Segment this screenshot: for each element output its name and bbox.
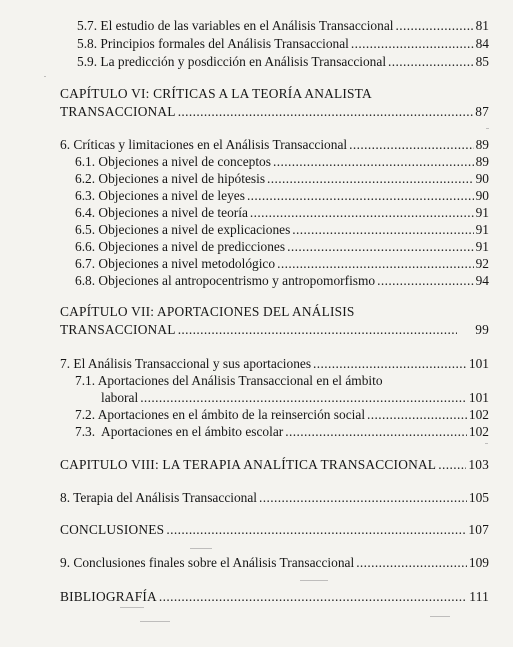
toc-entry-conclusiones: [60, 522, 489, 538]
toc-entry-chapter-8: [60, 457, 489, 473]
leader-dots: [356, 555, 467, 571]
toc-label: 7. El Análisis Transaccional y sus aportaciones: [60, 356, 312, 371]
leader-dots: [285, 424, 467, 440]
leader-dots: [166, 522, 466, 538]
scan-speck: [140, 621, 170, 622]
scan-speck: [485, 443, 488, 444]
toc-page-number: 89: [475, 154, 489, 169]
toc-entry-7-1-line1: 7.1. Aportaciones del Análisis Transaccional en el ámbito: [75, 373, 383, 388]
leader-dots: [349, 137, 474, 153]
scan-speck: [44, 76, 46, 77]
toc-label: 7.2. Aportaciones en el ámbito de la reinserción social: [75, 407, 366, 422]
toc-page-number: 102: [468, 407, 489, 422]
toc-entry-8: [60, 490, 489, 506]
scan-speck: [430, 616, 450, 617]
toc-page-number: 91: [475, 239, 489, 254]
toc-page-number: 81: [475, 18, 489, 33]
toc-page-number: 87: [475, 104, 489, 119]
scan-speck: [120, 607, 144, 608]
toc-page-number: 94: [475, 273, 489, 288]
leader-dots: [273, 154, 474, 170]
toc-label: 5.9. La predicción y posdicción en Análisis Transaccional: [77, 54, 387, 69]
leader-dots: [159, 589, 467, 605]
leader-dots: [388, 54, 474, 70]
toc-page-number: 91: [475, 205, 489, 220]
toc-entry-6-4: [75, 205, 489, 221]
toc-page-number: 105: [468, 490, 489, 505]
toc-page-number: 101: [468, 356, 489, 371]
toc-page-number: 85: [475, 54, 489, 69]
toc-entry-5-9: [77, 54, 489, 70]
scan-speck: [486, 128, 489, 129]
toc-label: 6.2. Objeciones a nivel de hipótesis: [75, 171, 266, 186]
toc-page-number: 99: [475, 322, 489, 337]
toc-label: 6. Críticas y limitaciones en el Análisis Transaccional: [60, 137, 348, 152]
toc-entry-bibliografia: [60, 589, 489, 605]
scan-speck: [190, 548, 212, 549]
leader-dots: [178, 322, 458, 338]
toc-label: CONCLUSIONES: [60, 522, 165, 537]
toc-entry-6-5: [75, 222, 489, 238]
chapter-7-heading: CAPÍTULO VII: APORTACIONES DEL ANÁLISIS: [60, 304, 355, 319]
toc-entry-5-8: [77, 36, 489, 52]
chapter-6-heading: CAPÍTULO VI: CRÍTICAS A LA TEORÍA ANALISTA: [60, 86, 372, 101]
toc-entry-7-2: [75, 407, 489, 423]
toc-entry-chapter-7: [60, 322, 489, 338]
leader-dots: [377, 273, 474, 289]
leader-dots: [259, 490, 467, 506]
toc-label: 6.4. Objeciones a nivel de teoría: [75, 205, 248, 220]
toc-label: 5.8. Principios formales del Análisis Transaccional: [77, 36, 349, 51]
toc-page-number: 92: [475, 256, 489, 271]
leader-dots: [292, 222, 473, 238]
scan-speck: [300, 580, 328, 581]
leader-dots: [267, 171, 474, 187]
leader-dots: [367, 407, 467, 423]
toc-page-number: 91: [475, 222, 489, 237]
toc-label: 6.3. Objeciones a nivel de leyes: [75, 188, 245, 203]
toc-label: 6.5. Objeciones a nivel de explicaciones: [75, 222, 291, 237]
toc-entry-6-7: [75, 256, 489, 272]
toc-entry-6-3: [75, 188, 489, 204]
toc-label: 6.7. Objeciones a nivel metodológico: [75, 256, 276, 271]
leader-dots: [178, 104, 474, 120]
toc-label: 6.1. Objeciones a nivel de conceptos: [75, 154, 271, 169]
leader-dots: [277, 256, 474, 272]
toc-label: laboral: [101, 390, 139, 405]
toc-page-number: 103: [468, 457, 489, 472]
leader-dots: [351, 36, 474, 52]
toc-page-number: 109: [468, 555, 489, 570]
toc-entry-7-1: [101, 390, 489, 406]
toc-label: 6.8. Objeciones al antropocentrismo y antropomorfismo: [75, 273, 376, 288]
leader-dots: [247, 188, 474, 204]
leader-dots: [140, 390, 467, 406]
toc-entry-6-6: [75, 239, 489, 255]
toc-label: CAPITULO VIII: LA TERAPIA ANALÍTICA TRANSACCIONAL: [60, 457, 437, 472]
toc-entry-chapter-6: [60, 104, 489, 120]
toc-label: 7.3. Aportaciones en el ámbito escolar: [75, 424, 284, 439]
leader-dots: [438, 457, 466, 473]
toc-page-number: 89: [475, 137, 489, 152]
toc-label: 5.7. El estudio de las variables en el Análisis Transaccional: [77, 18, 394, 33]
toc-entry-7: [60, 356, 489, 372]
toc-entry-6: [60, 137, 489, 153]
leader-dots: [395, 18, 473, 34]
toc-page-number: 101: [468, 390, 489, 405]
leader-dots: [287, 239, 474, 255]
toc-page-number: 107: [468, 522, 489, 537]
toc-label: TRANSACCIONAL: [60, 322, 176, 337]
toc-label: BIBLIOGRAFÍA: [60, 589, 157, 604]
toc-label: TRANSACCIONAL: [60, 104, 176, 119]
leader-dots: [250, 205, 474, 221]
toc-page-number: 84: [475, 36, 489, 51]
toc-entry-5-7: [77, 18, 489, 34]
toc-label: 8. Terapia del Análisis Transaccional: [60, 490, 258, 505]
toc-entry-6-8: [75, 273, 489, 289]
toc-label: 6.6. Objeciones a nivel de predicciones: [75, 239, 286, 254]
leader-dots: [313, 356, 467, 372]
toc-page-number: 90: [475, 188, 489, 203]
toc-entry-6-2: [75, 171, 489, 187]
toc-page-number: 111: [469, 589, 489, 604]
toc-entry-9: [60, 555, 489, 571]
toc-entry-6-1: [75, 154, 489, 170]
toc-label: 9. Conclusiones finales sobre el Análisis Transaccional: [60, 555, 355, 570]
toc-entry-7-3: [75, 424, 489, 440]
toc-page-number: 102: [468, 424, 489, 439]
toc-page-number: 90: [475, 171, 489, 186]
